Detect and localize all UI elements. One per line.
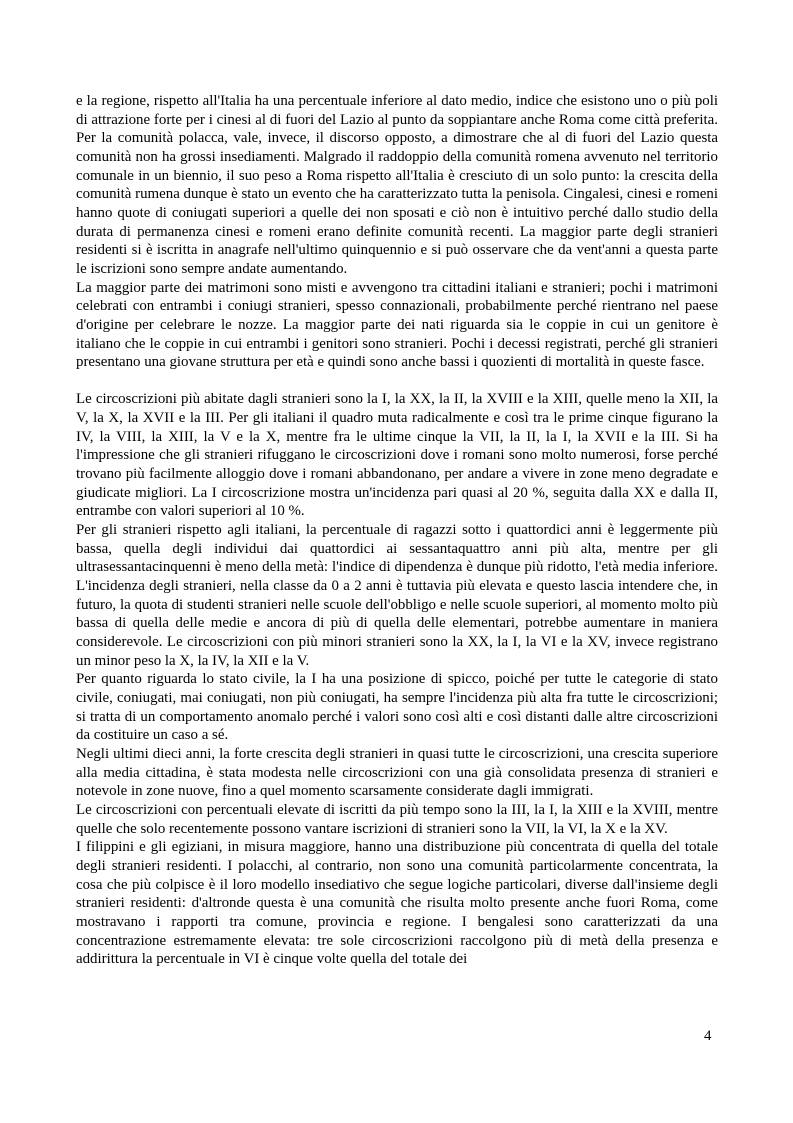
document-body xyxy=(76,92,718,969)
paragraph-civil-status: Per quanto riguarda lo stato civile, la I ha una posizione di spicco, poiché per tutte le categorie di stato civile, coniugati, mai coniugati, non più coniugati, ha sempre l'incidenza più alta fra tutte le circoscrizioni; si tratta di un comportamento anomalo perché i valori sono così alti e così distanti dalle altre circoscrizioni da costituire un caso a sé. xyxy=(76,671,718,744)
paragraph-age-structure: Per gli stranieri rispetto agli italiani, la percentuale di ragazzi sotto i quattordici anni è leggermente più bassa, quella degli individui dai quattordici ai sessantaquattro anni più alta, mentre per gli ultrasessantacinquenni è meno della metà: l'indice di dipendenza è dunque più ridotto, l'età media inferiore. L'incidenza degli stranieri, nella classe da 0 a 2 anni è tuttavia più elevata e questo lascia intendere che, in futuro, la quota di studenti stranieri nelle scuole dell'obbligo e nelle scuole superiori, al momento molto più bassa di quella delle medie e ancora di più di quella delle elementari, potrebbe aumentare in maniera considerevole. Le circoscrizioni con più minori stranieri sono la XX, la I, la VI e la XV, invece registrano un minor peso la X, la IV, la XII e la V. xyxy=(76,522,718,669)
paragraph-regional-comparison: e la regione, rispetto all'Italia ha una percentuale inferiore al dato medio, indice che esistono uno o più poli di attrazione forte per i cinesi al di fuori del Lazio al punto da soppiantare anche Roma come città preferita. Per la comunità polacca, vale, invece, il discorso opposto, a dimostrare che al di fuori del Lazio questa comunità non ha grossi insediamenti. Malgrado il raddoppio della comunità romena avvenuto nel territorio comunale in un biennio, il suo peso a Roma rispetto all'Italia è cresciuto di un solo punto: la crescita della comunità rumena dunque è stato un evento che ha caratterizzato tutta la penisola. Cingalesi, cinesi e romeni hanno quote di coniugati superiori a quelle dei non sposati e ciò non è intuitivo perché dallo studio della durata di permanenza cinesi e romeni erano definite comunità recenti. La maggior parte degli stranieri residenti si è iscritta in anagrafe nell'ultimo quinquennio e si può osservare che da vent'anni a questa parte le iscrizioni sono sempre andate aumentando. xyxy=(76,93,718,277)
page-number: 4 xyxy=(704,1028,712,1044)
paragraph-nationality-distribution: I filippini e gli egiziani, in misura maggiore, hanno una distribuzione più concentrata di quella del totale degli stranieri residenti. I polacchi, al contrario, non sono una comunità particolarmente concentrata, la cosa che più colpisce è il loro modello insediativo che segue logiche particolari, diverse dall'insieme degli stranieri residenti: d'altronde questa è una comunità che risulta molto presente anche fuori Roma, come mostravano i rapporti tra comune, provincia e regione. I bengalesi sono caratterizzati da una concentrazione estremamente elevata: tre sole circoscrizioni raccolgono più di metà della presenza e addirittura la percentuale in VI è cinque volte quella del totale dei xyxy=(76,839,718,968)
paragraph-growth: Negli ultimi dieci anni, la forte crescita degli stranieri in quasi tutte le circoscrizioni, una crescita superiore alla media cittadina, è stata modesta nelle circoscrizioni con una già consolidata presenza di stranieri e notevole in zone nuove, fino a quel momento scarsamente considerate dagli immigrati. xyxy=(76,745,718,800)
paragraph-districts-population: Le circoscrizioni più abitate dagli stranieri sono la I, la XX, la II, la XVIII e la XIII, quelle meno la XII, la V, la X, la XVII e la III. Per gli italiani il quadro muta radicalmente e così tra le prime cinque figurano la IV, la VIII, la XIII, la V e la X, mentre fra le ultime cinque la VII, la II, la I, la XVII e la III. Si ha l'impressione che gli stranieri rifuggano le circoscrizioni dove i romani sono molto numerosi, forse perché trovano più facilmente alloggio dove i romani abbandonano, per andare a vivere in zone meno degradate e giudicate migliori. La I circoscrizione mostra un'incidenza pari quasi al 20 %, seguita dalla XX e dalla II, entrambe con valori superiori al 10 %. xyxy=(76,391,718,520)
paragraph-registration-time: Le circoscrizioni con percentuali elevate di iscritti da più tempo sono la III, la I, la XIII e la XVIII, mentre quelle che solo recentemente possono vantare iscrizioni di stranieri sono la VII, la VI, la X e la XV. xyxy=(76,801,718,837)
paragraph-marriages-births: La maggior parte dei matrimoni sono misti e avvengono tra cittadini italiani e stranieri; pochi i matrimoni celebrati con entrambi i coniugi stranieri, spesso connazionali, probabilmente perché rientrano nel paese d'origine per celebrare le nozze. La maggior parte dei nati riguarda sia le coppie in cui un genitore è italiano che le coppie in cui entrambi i genitori sono stranieri. Pochi i decessi registrati, perché gli stranieri presentano una giovane struttura per età e quindi sono anche bassi i quozienti di mortalità in queste fasce. xyxy=(76,279,718,371)
